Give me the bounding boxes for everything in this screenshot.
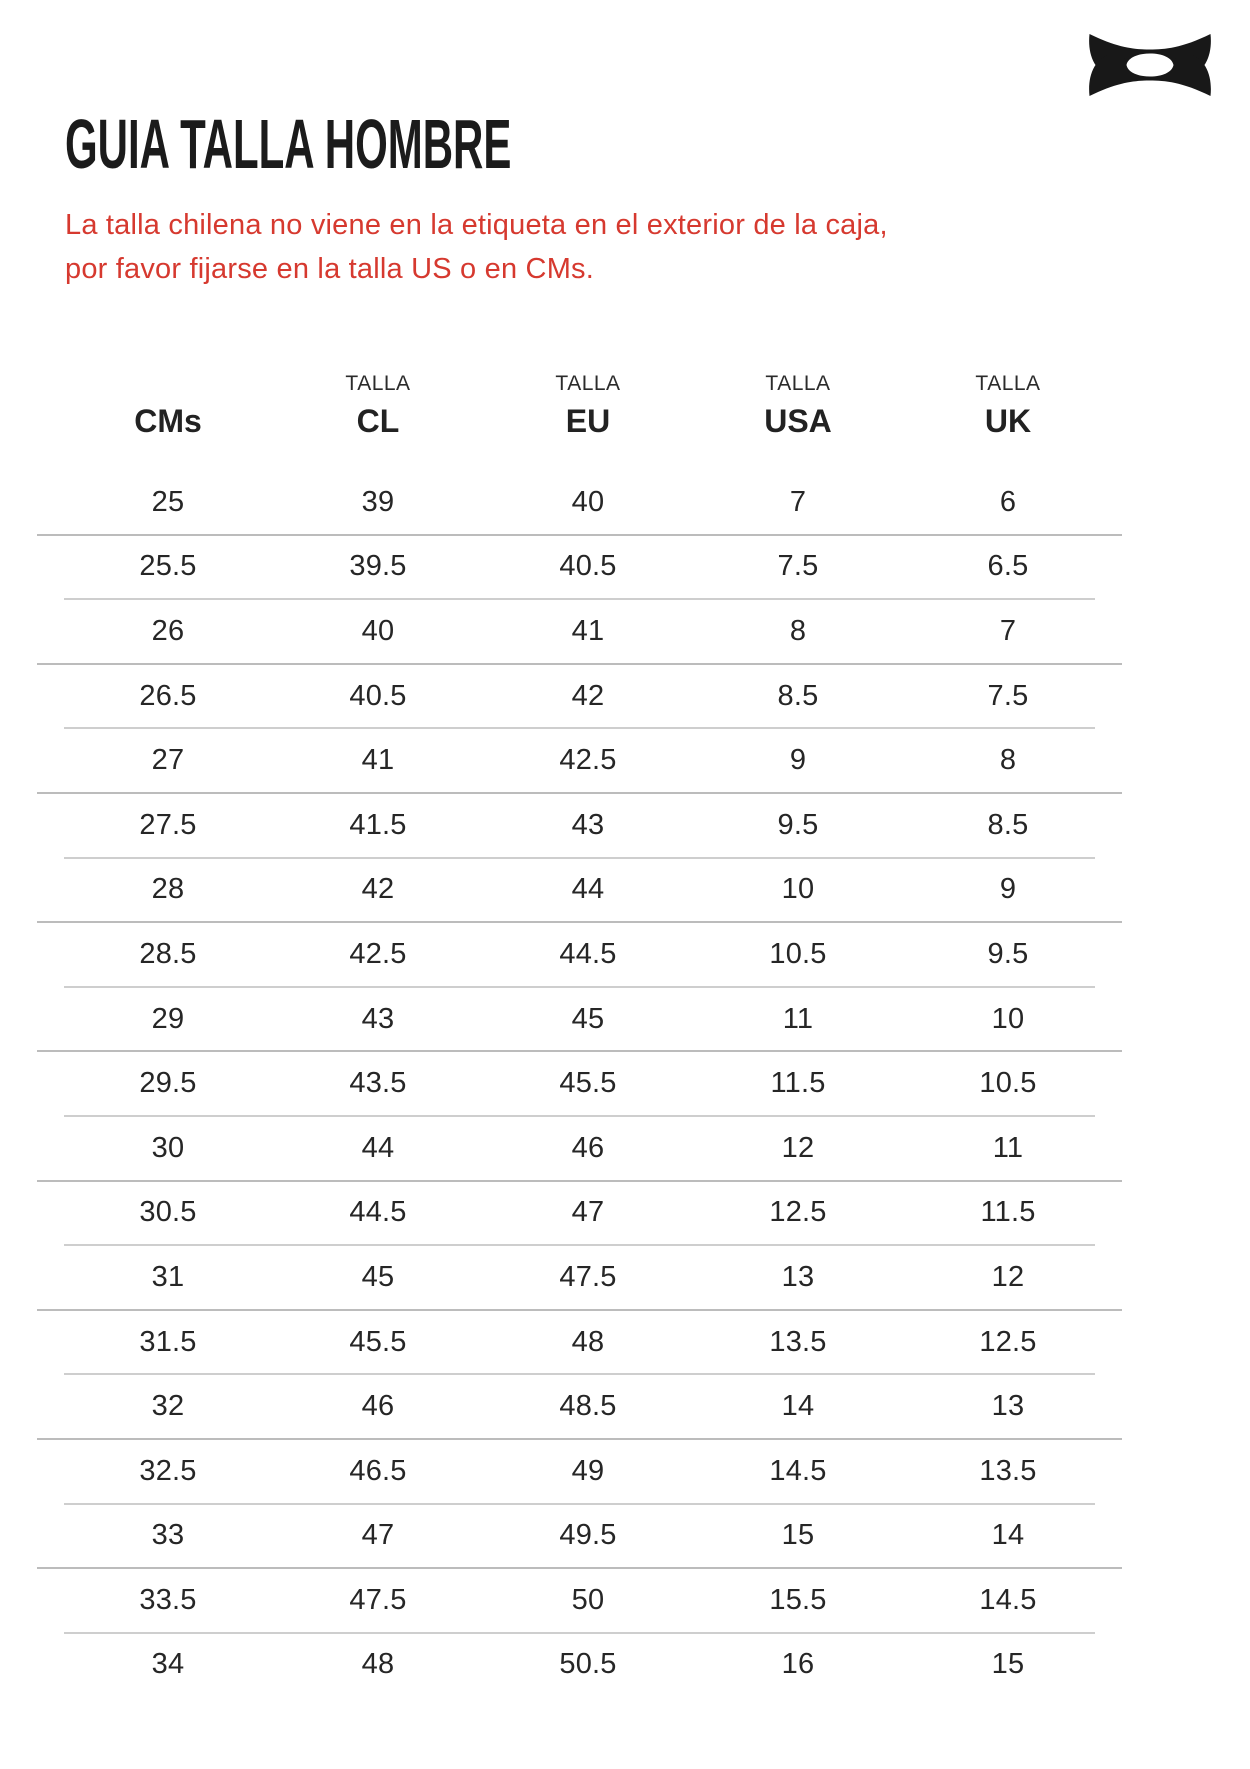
size-cell-cms: 25 bbox=[151, 485, 185, 518]
column-header-usa bbox=[693, 371, 903, 438]
size-cell-cl: 46.5 bbox=[349, 1454, 407, 1487]
size-row bbox=[0, 987, 1250, 1052]
size-cell-cl: 47 bbox=[361, 1519, 395, 1552]
size-notice bbox=[65, 204, 888, 291]
size-cell-cms: 27.5 bbox=[139, 808, 197, 841]
size-cell-cms: 32.5 bbox=[139, 1454, 197, 1487]
size-cell-usa: 10.5 bbox=[769, 937, 827, 970]
size-row-cells bbox=[63, 1439, 1113, 1504]
size-row bbox=[0, 470, 1250, 535]
column-group-label: TALLA bbox=[555, 372, 621, 395]
size-cell-cms: 26.5 bbox=[139, 679, 197, 712]
size-cell-uk: 10.5 bbox=[979, 1067, 1037, 1100]
size-cell-eu: 50.5 bbox=[559, 1648, 617, 1681]
size-row bbox=[0, 664, 1250, 729]
size-cell-uk: 15 bbox=[991, 1648, 1025, 1681]
column-code-label: CMs bbox=[134, 403, 202, 439]
size-cell-cms: 29 bbox=[151, 1002, 185, 1035]
size-row-cells bbox=[63, 922, 1113, 987]
size-cell-uk: 9 bbox=[999, 873, 1017, 906]
size-cell-eu: 40.5 bbox=[559, 550, 617, 583]
size-cell-usa: 12 bbox=[781, 1131, 815, 1164]
column-code-label: EU bbox=[565, 403, 611, 439]
size-row-cells bbox=[63, 1310, 1113, 1375]
size-cell-cms: 28.5 bbox=[139, 937, 197, 970]
size-row-cells bbox=[63, 987, 1113, 1052]
size-row bbox=[0, 728, 1250, 793]
size-cell-cl: 39 bbox=[361, 485, 395, 518]
under-armour-logo-icon bbox=[1088, 33, 1212, 97]
size-cell-usa: 14.5 bbox=[769, 1454, 827, 1487]
column-group-label: TALLA bbox=[765, 372, 831, 395]
size-cell-eu: 40 bbox=[571, 485, 605, 518]
size-cell-uk: 9.5 bbox=[987, 937, 1029, 970]
size-cell-usa: 9 bbox=[789, 744, 807, 777]
size-cell-uk: 11.5 bbox=[980, 1196, 1036, 1229]
size-cell-eu: 50 bbox=[571, 1583, 605, 1616]
size-cell-eu: 44.5 bbox=[559, 937, 617, 970]
size-cell-cl: 48 bbox=[361, 1648, 395, 1681]
size-row bbox=[0, 1245, 1250, 1310]
size-row-cells bbox=[63, 1504, 1113, 1569]
size-row bbox=[0, 1439, 1250, 1504]
size-cell-uk: 7.5 bbox=[987, 679, 1029, 712]
size-cell-usa: 8 bbox=[789, 614, 807, 647]
size-cell-cms: 31.5 bbox=[139, 1325, 197, 1358]
size-row-cells bbox=[63, 793, 1113, 858]
size-cell-eu: 49.5 bbox=[559, 1519, 617, 1552]
size-cell-cms: 25.5 bbox=[139, 550, 197, 583]
size-cell-uk: 6 bbox=[999, 485, 1017, 518]
size-cell-eu: 45 bbox=[571, 1002, 605, 1035]
size-cell-uk: 11 bbox=[992, 1131, 1024, 1164]
column-code-label: UK bbox=[984, 403, 1032, 439]
size-cell-uk: 14.5 bbox=[979, 1583, 1037, 1616]
size-cell-uk: 13.5 bbox=[979, 1454, 1037, 1487]
size-cell-cl: 41 bbox=[361, 744, 395, 777]
size-row-cells bbox=[63, 1374, 1113, 1439]
size-row bbox=[0, 793, 1250, 858]
size-cell-uk: 6.5 bbox=[987, 550, 1029, 583]
column-header-cms bbox=[63, 371, 273, 438]
size-cell-usa: 7 bbox=[789, 485, 807, 518]
size-row-cells bbox=[63, 1245, 1113, 1310]
size-notice-line1: La talla chilena no viene en la etiqueta en el exterior de la caja, bbox=[65, 209, 888, 241]
size-cell-uk: 14 bbox=[991, 1519, 1025, 1552]
size-cell-usa: 15.5 bbox=[769, 1583, 827, 1616]
size-cell-usa: 9.5 bbox=[777, 808, 819, 841]
size-cell-usa: 14 bbox=[781, 1390, 815, 1423]
size-row bbox=[0, 1568, 1250, 1633]
column-group-label: TALLA bbox=[345, 372, 411, 395]
size-cell-usa: 7.5 bbox=[777, 550, 819, 583]
size-cell-cms: 29.5 bbox=[139, 1067, 197, 1100]
size-row bbox=[0, 1310, 1250, 1375]
size-row bbox=[0, 1633, 1250, 1698]
column-group-label bbox=[63, 371, 273, 397]
size-cell-eu: 42.5 bbox=[559, 744, 617, 777]
size-row-cells bbox=[63, 599, 1113, 664]
size-cell-cms: 28 bbox=[151, 873, 185, 906]
size-cell-cms: 32 bbox=[151, 1390, 185, 1423]
table-header bbox=[63, 371, 1113, 438]
size-cell-cms: 30.5 bbox=[139, 1196, 197, 1229]
size-cell-eu: 43 bbox=[571, 808, 605, 841]
column-code-label: USA bbox=[764, 403, 832, 439]
size-cell-cl: 43.5 bbox=[349, 1067, 407, 1100]
size-cell-cl: 42 bbox=[361, 873, 395, 906]
size-cell-cl: 47.5 bbox=[349, 1583, 407, 1616]
size-row-cells bbox=[63, 1633, 1113, 1698]
size-cell-uk: 7 bbox=[999, 614, 1017, 647]
size-cell-cms: 27 bbox=[151, 744, 185, 777]
size-cell-usa: 12.5 bbox=[769, 1196, 827, 1229]
size-row-cells bbox=[63, 664, 1113, 729]
size-table bbox=[0, 470, 1250, 1697]
size-cell-eu: 48.5 bbox=[559, 1390, 617, 1423]
size-cell-eu: 44 bbox=[571, 873, 605, 906]
column-header-uk bbox=[903, 371, 1113, 438]
size-cell-cl: 40.5 bbox=[349, 679, 407, 712]
size-cell-cl: 46 bbox=[361, 1390, 395, 1423]
column-header-cl bbox=[273, 371, 483, 438]
size-cell-usa: 8.5 bbox=[777, 679, 819, 712]
size-cell-uk: 10 bbox=[991, 1002, 1025, 1035]
size-cell-cl: 44 bbox=[361, 1131, 395, 1164]
size-row bbox=[0, 535, 1250, 600]
size-cell-usa: 11.5 bbox=[770, 1067, 826, 1100]
size-cell-usa: 16 bbox=[781, 1648, 815, 1681]
size-row-cells bbox=[63, 1116, 1113, 1181]
size-cell-uk: 8 bbox=[999, 744, 1017, 777]
size-row-cells bbox=[63, 728, 1113, 793]
size-row bbox=[0, 1051, 1250, 1116]
size-cell-cl: 39.5 bbox=[349, 550, 407, 583]
size-cell-cms: 30 bbox=[151, 1131, 185, 1164]
size-cell-cl: 40 bbox=[361, 614, 395, 647]
size-cell-cms: 26 bbox=[151, 614, 185, 647]
size-cell-eu: 46 bbox=[571, 1131, 605, 1164]
size-row bbox=[0, 922, 1250, 987]
size-cell-eu: 49 bbox=[571, 1454, 605, 1487]
size-cell-cl: 45 bbox=[361, 1260, 395, 1293]
size-row bbox=[0, 1116, 1250, 1181]
size-cell-usa: 13.5 bbox=[769, 1325, 827, 1358]
size-row bbox=[0, 1181, 1250, 1246]
size-row-cells bbox=[63, 858, 1113, 923]
size-row-cells bbox=[63, 470, 1113, 535]
size-cell-cms: 31 bbox=[151, 1260, 185, 1293]
size-cell-cl: 45.5 bbox=[349, 1325, 407, 1358]
size-row bbox=[0, 1374, 1250, 1439]
size-cell-cms: 34 bbox=[151, 1648, 185, 1681]
size-cell-eu: 48 bbox=[571, 1325, 605, 1358]
size-cell-uk: 12.5 bbox=[979, 1325, 1037, 1358]
column-group-label: TALLA bbox=[975, 372, 1041, 395]
size-row-cells bbox=[63, 535, 1113, 600]
size-cell-cl: 42.5 bbox=[349, 937, 407, 970]
size-cell-usa: 10 bbox=[781, 873, 815, 906]
size-cell-cms: 33 bbox=[151, 1519, 185, 1552]
size-cell-eu: 42 bbox=[571, 679, 605, 712]
size-row bbox=[0, 1504, 1250, 1569]
size-cell-usa: 13 bbox=[781, 1260, 815, 1293]
page-title: GUIA TALLA HOMBRE bbox=[65, 105, 512, 183]
size-cell-cl: 44.5 bbox=[349, 1196, 407, 1229]
size-cell-uk: 12 bbox=[991, 1260, 1025, 1293]
size-cell-uk: 8.5 bbox=[987, 808, 1029, 841]
size-cell-eu: 45.5 bbox=[559, 1067, 617, 1100]
size-cell-eu: 41 bbox=[571, 614, 605, 647]
size-row bbox=[0, 858, 1250, 923]
size-row-cells bbox=[63, 1181, 1113, 1246]
column-header-eu bbox=[483, 371, 693, 438]
size-cell-usa: 15 bbox=[781, 1519, 815, 1552]
size-cell-cms: 33.5 bbox=[139, 1583, 197, 1616]
size-cell-cl: 41.5 bbox=[349, 808, 407, 841]
size-row-cells bbox=[63, 1051, 1113, 1116]
size-notice-line2: por favor fijarse en la talla US o en CMs. bbox=[65, 252, 595, 285]
size-cell-eu: 47 bbox=[571, 1196, 605, 1229]
size-cell-cl: 43 bbox=[361, 1002, 395, 1035]
column-code-label: CL bbox=[356, 403, 400, 439]
size-cell-usa: 11 bbox=[782, 1002, 814, 1035]
size-row bbox=[0, 599, 1250, 664]
size-cell-uk: 13 bbox=[991, 1390, 1025, 1423]
size-cell-eu: 47.5 bbox=[559, 1260, 617, 1293]
size-row-cells bbox=[63, 1568, 1113, 1633]
